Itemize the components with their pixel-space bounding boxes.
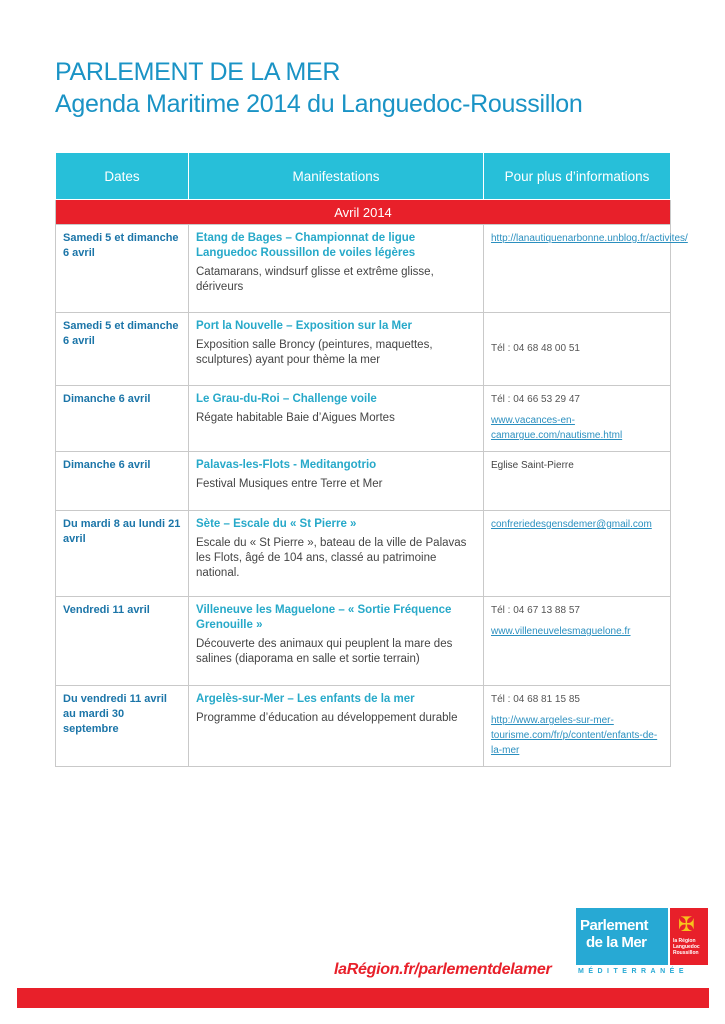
date-cell bbox=[56, 452, 189, 511]
info-cell bbox=[484, 386, 671, 452]
region-logo bbox=[670, 908, 708, 965]
event-cell bbox=[189, 225, 484, 313]
info-link[interactable]: http://lanautiquenarbonne.unblog.fr/activites/ bbox=[491, 233, 688, 244]
page-title: PARLEMENT DE LA MER bbox=[55, 58, 341, 86]
date-cell bbox=[56, 225, 189, 313]
event-title: Argelès-sur-Mer – Les enfants de la mer bbox=[196, 693, 415, 705]
info-link[interactable]: http://www.argeles-sur-mer-tourisme.com/fr/p/content/enfants-de-la-mer bbox=[491, 715, 658, 756]
event-cell bbox=[189, 313, 484, 386]
event-description: Catamarans, windsurf glisse et extrême glisse, dériveurs bbox=[196, 266, 434, 293]
logo-blue-block bbox=[576, 908, 668, 965]
info-phone: Tél : 04 68 81 15 85 bbox=[491, 694, 580, 705]
month-row bbox=[56, 200, 671, 225]
info-cell bbox=[484, 597, 671, 686]
event-date: Du mardi 8 au lundi 21 avril bbox=[63, 518, 181, 545]
event-title: Villeneuve les Maguelone – « Sortie Fréquence Grenouille » bbox=[196, 604, 452, 631]
table-row bbox=[56, 386, 671, 452]
event-description: Découverte des animaux qui peuplent la mare des salines (diaporama en salle et sortie terrain) bbox=[196, 638, 453, 665]
info-link[interactable]: confreriedesgensdemer@gmail.com bbox=[491, 519, 652, 530]
page-subtitle: Agenda Maritime 2014 du Languedoc-Roussillon bbox=[55, 90, 583, 118]
column-header-informations: Pour plus d’informations bbox=[484, 153, 671, 200]
agenda-table bbox=[55, 152, 688, 767]
event-cell bbox=[189, 511, 484, 597]
info-cell bbox=[484, 686, 671, 767]
info-cell bbox=[484, 313, 671, 386]
column-header-dates: Dates bbox=[56, 153, 189, 200]
event-title: Le Grau-du-Roi – Challenge voile bbox=[196, 393, 377, 405]
event-date: Vendredi 11 avril bbox=[63, 604, 150, 616]
event-description: Festival Musiques entre Terre et Mer bbox=[196, 478, 383, 490]
event-title: Palavas-les-Flots - Meditangotrio bbox=[196, 459, 377, 471]
info-cell bbox=[484, 225, 688, 313]
event-date: Dimanche 6 avril bbox=[63, 393, 151, 405]
event-date: Du vendredi 11 avril au mardi 30 septembre bbox=[63, 693, 167, 735]
table-header-row bbox=[56, 153, 671, 200]
info-phone: Tél : 04 68 48 00 51 bbox=[491, 342, 580, 354]
date-cell bbox=[56, 386, 189, 452]
month-label: Avril 2014 bbox=[56, 200, 671, 225]
occitan-cross-icon: ✠ bbox=[678, 914, 695, 936]
event-date: Samedi 5 et dimanche 6 avril bbox=[63, 232, 179, 259]
logo-mediterranee: MÉDITERRANÉE bbox=[578, 968, 689, 975]
date-cell bbox=[56, 313, 189, 386]
table-row bbox=[56, 686, 671, 767]
event-cell bbox=[189, 452, 484, 511]
event-cell bbox=[189, 597, 484, 686]
event-description: Escale du « St Pierre », bateau de la ville de Palavas les Flots, âgé de 104 ans, classé au patrimoine national. bbox=[196, 537, 467, 579]
info-link[interactable]: www.vacances-en-camargue.com/nautisme.html bbox=[491, 415, 623, 441]
footer-url[interactable]: laRégion.fr/parlementdelamer bbox=[334, 961, 552, 978]
footer-bar bbox=[17, 988, 709, 1008]
event-title: Etang de Bages – Championnat de ligue Languedoc Roussillon de voiles légères bbox=[196, 232, 416, 259]
event-description: Programme d’éducation au développement durable bbox=[196, 712, 458, 724]
event-date: Dimanche 6 avril bbox=[63, 459, 151, 471]
info-phone: Tél : 04 67 13 88 57 bbox=[491, 605, 580, 616]
table-row bbox=[56, 452, 671, 511]
region-logo-text: la Région Languedoc Roussillon bbox=[673, 938, 700, 956]
info-link[interactable]: www.villeneuvelesmaguelone.fr bbox=[491, 626, 631, 637]
event-cell bbox=[189, 686, 484, 767]
info-phone: Tél : 04 66 53 29 47 bbox=[491, 394, 580, 405]
table-row bbox=[56, 313, 671, 386]
table-row bbox=[56, 225, 671, 313]
event-description: Exposition salle Broncy (peintures, maquettes, sculptures) ayant pour thème la mer bbox=[196, 339, 433, 366]
column-header-manifestations: Manifestations bbox=[189, 153, 484, 200]
table-row bbox=[56, 511, 671, 597]
event-description: Régate habitable Baie d’Aigues Mortes bbox=[196, 412, 395, 424]
info-text: Eglise Saint-Pierre bbox=[491, 460, 574, 471]
date-cell bbox=[56, 511, 189, 597]
info-cell bbox=[484, 511, 671, 597]
parlement-de-la-mer-logo bbox=[576, 908, 708, 975]
logo-line2: de la Mer bbox=[586, 934, 647, 951]
event-title: Sète – Escale du « St Pierre » bbox=[196, 518, 357, 530]
event-cell bbox=[189, 386, 484, 452]
table-row bbox=[56, 597, 671, 686]
logo-line1: Parlement bbox=[580, 917, 649, 934]
info-cell bbox=[484, 452, 671, 511]
event-title: Port la Nouvelle – Exposition sur la Mer bbox=[196, 320, 413, 332]
date-cell bbox=[56, 597, 189, 686]
event-date: Samedi 5 et dimanche 6 avril bbox=[63, 320, 179, 347]
date-cell bbox=[56, 686, 189, 767]
